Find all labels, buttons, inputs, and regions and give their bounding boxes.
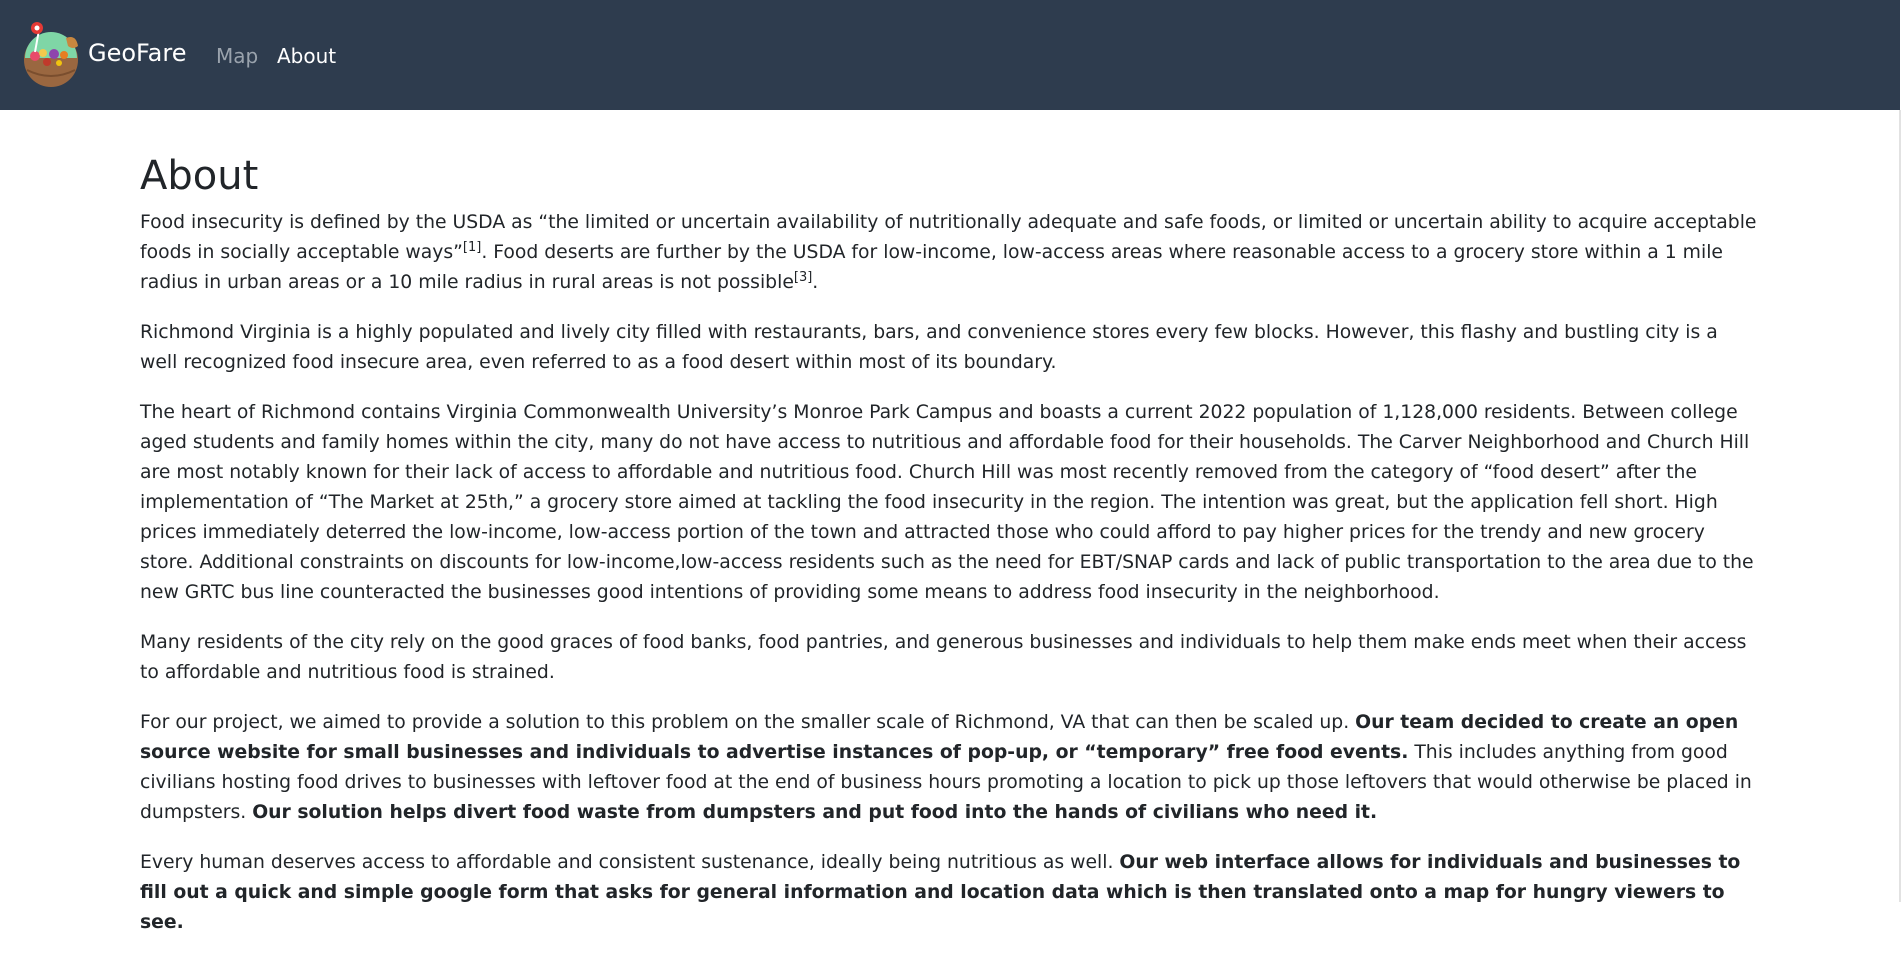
geofare-logo-icon[interactable] (21, 20, 81, 88)
definition-text-1: Food insecurity is defined by the USDA as “the limited or uncertain availability of nutritionally adequate and safe foods, or limited or uncertain ability to acquire acceptable foods in socially acceptable ways” (140, 212, 1757, 263)
project-text-1: For our project, we aimed to provide a solution to this problem on the smaller scale of Richmond, VA that can then be scaled up. (140, 712, 1356, 733)
definition-text-3: . (812, 272, 819, 293)
project-bold-1: Our team decided to create an open source website for small businesses and individuals to advertise instances of pop-up, or “temporary” free food events. (140, 712, 1739, 763)
page-title: About (140, 153, 259, 199)
interface-bold-1: Our web interface allows for individuals and businesses to fill out a quick and simple google form that asks for general information and location data which is then translated onto a map for hungry viewers to see. (140, 852, 1741, 933)
main-content (140, 152, 1760, 958)
paragraph-project (140, 708, 1760, 828)
paragraph-heart-of-richmond: The heart of Richmond contains Virginia Commonwealth University’s Monroe Park Campus and boasts a current 2022 population of 1,128,000 residents. Between college aged students and family homes within the city, many do not have access to nutritious and affordable food for their households. The Carver Neighborhood and Church Hill are most notably known for their lack of access to affordable and nutritious food. Church Hill was most recently removed from the category of “food desert” after the implementation of “The Market at 25th,” a grocery store aimed at tackling the food insecurity in the region. The intention was great, but the application fell short. High prices immediately deterred the low-income, low-access portion of the town and attracted those who could afford to pay higher prices for the trendy and new grocery store. Additional constraints on discounts for low-income,low-access residents such as the need for EBT/SNAP cards and lack of public transportation to the area due to the new GRTC bus line counteracted the businesses good intentions of providing some means to address food insecurity in the neighborhood. (140, 402, 1754, 603)
nav-link-about[interactable]: About (277, 44, 337, 68)
definition-text-2: . Food deserts are further by the USDA for low-income, low-access areas where reasonable access to a grocery store within a 1 mile radius in urban areas or a 10 mile radius in rural areas is not possible (140, 242, 1723, 293)
interface-text-1: Every human deserves access to affordable and consistent sustenance, ideally being nutritious as well. (140, 852, 1120, 873)
paragraph-definition (140, 208, 1760, 298)
paragraph-residents: Many residents of the city rely on the good graces of food banks, food pantries, and generous businesses and individuals to help them make ends meet when their access to affordable and nutritious food is strained. (140, 632, 1747, 683)
paragraph-richmond: Richmond Virginia is a highly populated and lively city filled with restaurants, bars, and convenience stores every few blocks. However, this flashy and bustling city is a well recognized food insecure area, even referred to as a food desert within most of its boundary. (140, 322, 1718, 373)
citation-3: [3] (793, 270, 813, 285)
brand-link[interactable]: GeoFare (88, 39, 187, 67)
citation-1: [1] (462, 240, 482, 255)
project-text-2: This includes anything from good civilians hosting food drives to businesses with leftover food at the end of business hours promoting a location to pick up those leftovers that would otherwise be placed in dumpsters. (140, 742, 1752, 823)
nav-link-map[interactable]: Map (216, 44, 259, 68)
paragraph-web-interface (140, 848, 1760, 938)
project-bold-2: Our solution helps divert food waste from dumpsters and put food into the hands of civilians who need it. (252, 802, 1378, 823)
navbar (0, 0, 1900, 110)
